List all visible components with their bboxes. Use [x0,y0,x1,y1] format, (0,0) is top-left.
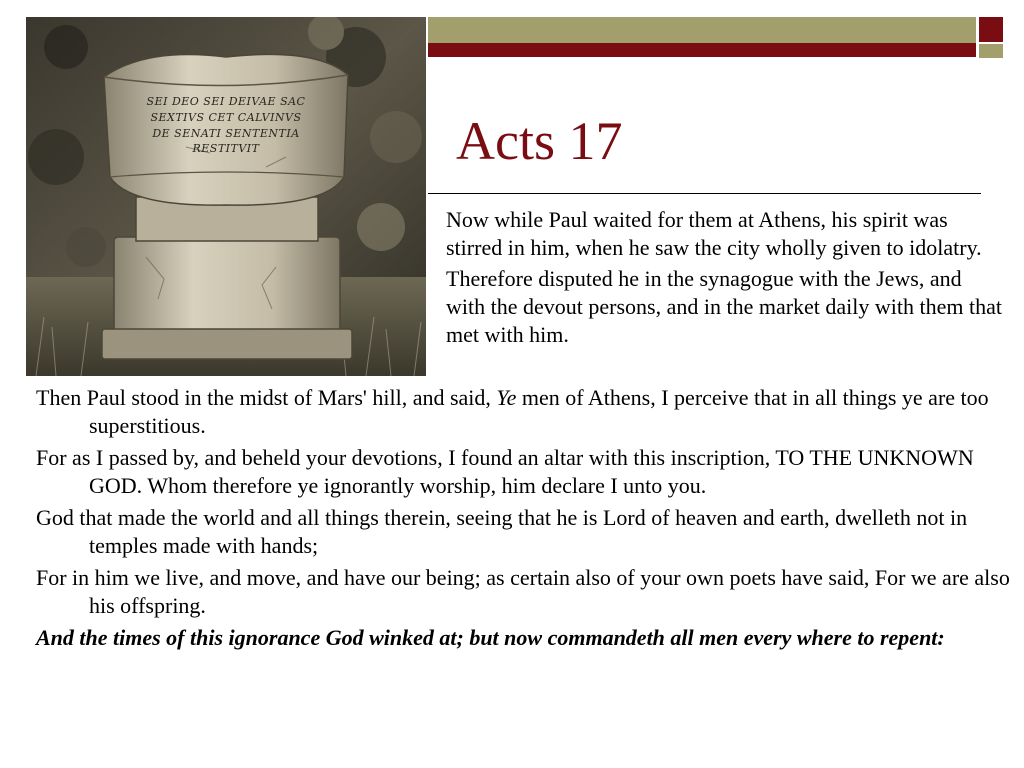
title-underline [428,193,981,194]
verse-paragraph: For in him we live, and move, and have our being; as certain also of your own poets have said, For we are also his offspring. [36,565,1010,618]
verse-paragraph: Now while Paul waited for them at Athens, his spirit was stirred in him, when he saw the city wholly given to idolatry. [446,207,982,260]
verse-paragraph: For as I passed by, and beheld your devotions, I found an altar with this inscription, TO THE UNKNOWN GOD. Whom therefore ye ignorantly worship, him declare I unto you. [36,445,974,498]
verse-paragraph: Therefore disputed he in the synagogue with the Jews, and with the devout persons, and in the market daily with them that met with him. [446,266,1002,347]
corner-square-maroon [979,17,1003,42]
altar-photo-graphic [26,17,426,376]
inscription-line-3: DE SENATI SENTENTIA [152,127,300,140]
corner-square-olive [979,44,1003,58]
verse-emphasis: Ye [496,385,517,410]
verse-text: men of Athens, I perceive that in all things ye are too superstitious. [89,385,989,438]
verse-paragraph: God that made the world and all things therein, seeing that he is Lord of heaven and earth, dwelleth not in temples made with hands; [36,505,968,558]
slide-title: Acts 17 [456,111,623,171]
altar-photo [26,17,426,376]
inscription-line-4: RESTITVIT [192,142,260,155]
header-bar-maroon [428,43,976,57]
header-bar-olive [428,17,976,43]
bottom-text-block [36,384,1011,656]
inscription-line-2: SEXTIVS CET CALVINVS [150,111,302,124]
verse-text: Then Paul stood in the midst of Mars' hill, and said, [36,385,497,410]
verse-paragraph-emphasized: And the times of this ignorance God winked at; but now commandeth all men every where to repent: [36,625,945,650]
verse-paragraph [36,384,1011,440]
inscription-line-1: SEI DEO SEI DEIVAE SAC [146,95,306,108]
top-text-block [446,206,1006,352]
